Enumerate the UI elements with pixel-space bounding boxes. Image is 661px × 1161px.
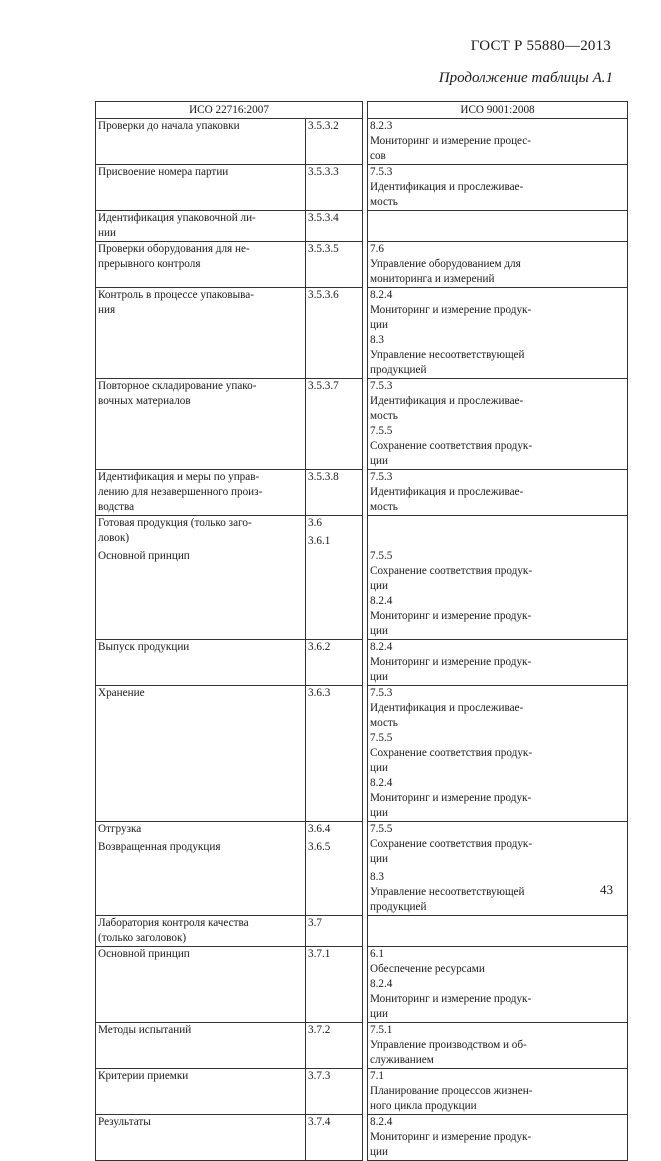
- iso22716-code-cell: [306, 1115, 363, 1161]
- iso9001-reference: [370, 1115, 625, 1160]
- iso22716-code-cell: [306, 916, 363, 947]
- iso9001-clause-text: [370, 992, 576, 1022]
- table-row: [96, 242, 628, 288]
- iso22716-cell: [96, 640, 306, 686]
- table-row: [96, 470, 628, 516]
- iso22716-clause-number: 3.6.2: [308, 641, 331, 653]
- iso9001-reference: [370, 776, 625, 821]
- iso9001-clause-text: [370, 394, 576, 424]
- iso22716-clause-text: Основной принцип: [98, 948, 190, 960]
- iso9001-clause-text-line: ции: [370, 580, 388, 592]
- iso9001-clause-text: [370, 746, 576, 776]
- header-iso9001: ИСО 9001:2008: [368, 102, 628, 119]
- iso9001-cell: [368, 1115, 628, 1161]
- iso22716-clause-number: 3.7.3: [308, 1070, 331, 1082]
- iso22716-clause-number: 3.5.3.4: [308, 212, 339, 224]
- iso9001-clause-text: [370, 564, 576, 594]
- iso9001-clause-number: 7.5.5: [370, 823, 393, 835]
- iso22716-clause-text: Проверки до начала упаковки: [98, 120, 240, 132]
- iso9001-clause-text: [370, 837, 576, 867]
- header-iso22716: ИСО 22716:2007: [96, 102, 363, 119]
- iso9001-reference: [370, 1023, 625, 1068]
- iso9001-reference: [370, 165, 625, 210]
- iso22716-clause-text: лению для незавершенного произ-: [98, 486, 263, 498]
- table-row: [96, 211, 628, 242]
- iso9001-clause-number: 8.3: [370, 334, 384, 346]
- iso9001-reference: [370, 731, 625, 776]
- iso9001-clause-number: 8.2.4: [370, 595, 393, 607]
- iso9001-reference: [370, 379, 625, 424]
- iso9001-clause-number: 8.2.4: [370, 641, 393, 653]
- iso22716-code-cell: [306, 288, 363, 379]
- iso9001-clause-text-line: Мониторинг и измерение продук-: [370, 792, 532, 804]
- iso9001-clause-text: [370, 791, 576, 821]
- iso9001-clause-number: 7.5.3: [370, 380, 393, 392]
- iso9001-reference: [370, 242, 625, 287]
- iso22716-clause-text: ния: [98, 304, 116, 316]
- iso22716-cell: [96, 288, 306, 379]
- row-spacer: [370, 516, 625, 531]
- iso9001-clause-text-line: Сохранение соответствия продук-: [370, 565, 533, 577]
- iso9001-reference: [370, 947, 625, 977]
- iso9001-clause-text-line: мониторинга и измерений: [370, 273, 495, 285]
- iso9001-cell: [368, 1069, 628, 1115]
- iso9001-reference: [370, 686, 625, 731]
- iso22716-code-cell: [306, 640, 363, 686]
- iso9001-clause-text: [370, 701, 576, 731]
- table-row: [96, 916, 628, 947]
- iso22716-clause-text: Готовая продукция (только заго-: [98, 517, 252, 529]
- table-row: [96, 165, 628, 211]
- iso22716-cell: [96, 686, 306, 822]
- iso9001-clause-text-line: служиванием: [370, 1054, 434, 1066]
- iso9001-clause-text-line: Сохранение соответствия продук-: [370, 440, 533, 452]
- iso22716-code-cell: [306, 516, 363, 640]
- table-row: [96, 822, 628, 916]
- iso22716-code-cell: [306, 165, 363, 211]
- correspondence-table: [95, 101, 628, 1161]
- iso9001-cell: [368, 822, 628, 916]
- iso22716-cell: [96, 1115, 306, 1161]
- iso9001-clause-number: 7.1: [370, 1070, 384, 1082]
- iso9001-clause-text-line: ного цикла продукции: [370, 1100, 477, 1112]
- iso9001-reference: [370, 470, 625, 515]
- iso22716-code-cell: [306, 822, 363, 916]
- iso9001-clause-number: 8.2.3: [370, 120, 393, 132]
- iso9001-cell: [368, 640, 628, 686]
- iso22716-clause-number: 3.6.5: [308, 841, 331, 853]
- iso22716-clause-number: 3.5.3.6: [308, 289, 339, 301]
- iso22716-clause-number: 3.6.1: [308, 535, 331, 547]
- iso9001-clause-text-line: ции: [370, 319, 388, 331]
- iso9001-clause-text-line: Идентификация и прослеживае-: [370, 181, 524, 193]
- iso9001-clause-number: 7.5.5: [370, 550, 393, 562]
- iso22716-clause-number: 3.7.2: [308, 1024, 331, 1036]
- table-row: [96, 1115, 628, 1161]
- iso9001-cell: [368, 516, 628, 640]
- iso9001-clause-number: 7.5.5: [370, 732, 393, 744]
- iso9001-clause-text-line: Сохранение соответствия продук-: [370, 838, 533, 850]
- iso22716-cell: [96, 1069, 306, 1115]
- iso22716-code-cell: [306, 686, 363, 822]
- table-row: [96, 1069, 628, 1115]
- iso22716-clause-number: 3.7.1: [308, 948, 331, 960]
- iso9001-clause-text: [370, 257, 576, 287]
- row-spacer: [370, 531, 625, 546]
- iso9001-clause-text-line: ции: [370, 625, 388, 637]
- iso9001-clause-text: [370, 655, 576, 685]
- iso22716-clause-number: 3.5.3.3: [308, 166, 339, 178]
- iso22716-clause-text: ловок): [98, 532, 130, 544]
- table-row: [96, 119, 628, 165]
- iso9001-reference: [370, 1069, 625, 1114]
- iso9001-clause-text-line: Идентификация и прослеживае-: [370, 486, 524, 498]
- iso9001-reference: [370, 822, 625, 867]
- iso22716-cell: [96, 470, 306, 516]
- iso9001-cell: [368, 470, 628, 516]
- iso9001-clause-number: 7.5.1: [370, 1024, 393, 1036]
- iso9001-clause-number: 7.6: [370, 243, 384, 255]
- iso9001-clause-number: 8.2.4: [370, 978, 393, 990]
- iso9001-cell: [368, 288, 628, 379]
- iso22716-clause-text: вочных материалов: [98, 395, 191, 407]
- iso9001-clause-text-line: ции: [370, 762, 388, 774]
- iso9001-reference: [370, 424, 625, 469]
- iso22716-clause-text: Выпуск продукции: [98, 641, 190, 653]
- iso22716-clause-text: Критерии приемки: [98, 1070, 189, 1082]
- iso9001-clause-text: [370, 439, 576, 469]
- iso22716-clause-text: Отгрузка: [98, 823, 142, 835]
- iso9001-clause-text-line: ции: [370, 807, 388, 819]
- iso22716-clause-number: 3.6.3: [308, 687, 331, 699]
- iso9001-clause-text: [370, 962, 576, 977]
- iso22716-clause-number: 3.7: [308, 917, 322, 929]
- iso22716-code-cell: [306, 470, 363, 516]
- iso22716-cell: [96, 211, 306, 242]
- iso22716-cell: [96, 916, 306, 947]
- iso9001-cell: [368, 242, 628, 288]
- table-body: [96, 119, 628, 1161]
- iso9001-clause-text: [370, 1084, 576, 1114]
- iso22716-clause-text: Возвращенная продукция: [98, 841, 221, 853]
- iso9001-clause-text-line: мость: [370, 410, 398, 422]
- iso22716-clause-text: Присвоение номера партии: [98, 166, 229, 178]
- iso9001-clause-number: 6.1: [370, 948, 384, 960]
- table-row: [96, 379, 628, 470]
- iso22716-cell: [96, 947, 306, 1023]
- iso22716-cell: [96, 242, 306, 288]
- iso9001-cell: [368, 947, 628, 1023]
- iso9001-cell: [368, 379, 628, 470]
- iso22716-clause-number: 3.5.3.7: [308, 380, 339, 392]
- document-code: ГОСТ Р 55880—2013: [470, 38, 611, 54]
- iso9001-reference: [370, 870, 625, 915]
- iso9001-clause-text-line: Обеспечение ресурсами: [370, 963, 485, 975]
- iso9001-clause-number: 7.5.3: [370, 166, 393, 178]
- iso22716-clause-number: 3.5.3.2: [308, 120, 339, 132]
- iso22716-clause-text: Методы испытаний: [98, 1024, 192, 1036]
- iso22716-cell: [96, 379, 306, 470]
- iso9001-clause-text: [370, 609, 576, 639]
- iso22716-cell: [96, 165, 306, 211]
- iso9001-clause-number: 8.2.4: [370, 777, 393, 789]
- iso22716-clause-text: Результаты: [98, 1116, 151, 1128]
- iso22716-code-cell: [306, 119, 363, 165]
- iso9001-clause-text-line: мость: [370, 717, 398, 729]
- iso9001-clause-text-line: ции: [370, 455, 388, 467]
- iso22716-code-cell: [306, 211, 363, 242]
- iso9001-reference: [370, 549, 625, 594]
- iso9001-clause-text-line: Идентификация и прослеживае-: [370, 395, 524, 407]
- iso9001-clause-number: 7.5.3: [370, 687, 393, 699]
- iso22716-clause-number: 3.6: [308, 517, 322, 529]
- iso22716-clause-text: Повторное складирование упако-: [98, 380, 257, 392]
- iso22716-clause-text: Основной принцип: [98, 550, 190, 562]
- iso22716-cell: [96, 516, 306, 640]
- iso9001-clause-text-line: Управление производством и об-: [370, 1039, 527, 1051]
- iso9001-clause-text: [370, 303, 576, 333]
- iso22716-clause-text: Идентификация упаковочной ли-: [98, 212, 256, 224]
- iso22716-clause-number: 3.6.4: [308, 823, 331, 835]
- table-row: [96, 1023, 628, 1069]
- iso9001-cell: [368, 211, 628, 242]
- iso9001-clause-text-line: ции: [370, 853, 388, 865]
- iso9001-cell: [368, 916, 628, 947]
- iso9001-cell: [368, 119, 628, 165]
- iso9001-clause-number: 7.5.3: [370, 471, 393, 483]
- iso22716-clause-text: Хранение: [98, 687, 145, 699]
- iso9001-clause-text-line: ции: [370, 1008, 388, 1020]
- iso22716-clause-text: Идентификация и меры по управ-: [98, 471, 260, 483]
- table-caption: Продолжение таблицы А.1: [438, 70, 613, 86]
- iso9001-clause-text-line: Мониторинг и измерение продук-: [370, 1131, 532, 1143]
- iso22716-code-cell: [306, 1023, 363, 1069]
- table-row: [96, 640, 628, 686]
- iso22716-code-cell: [306, 1069, 363, 1115]
- table-row: [96, 947, 628, 1023]
- iso9001-clause-text-line: Управление несоответствующей: [370, 349, 525, 361]
- table-row: [96, 516, 628, 640]
- iso9001-clause-number: 8.3: [370, 871, 384, 883]
- iso22716-code-cell: [306, 947, 363, 1023]
- iso9001-clause-text-line: Управление несоответствующей: [370, 886, 525, 898]
- iso9001-clause-text: [370, 1130, 576, 1160]
- iso9001-clause-text-line: Идентификация и прослеживае-: [370, 702, 524, 714]
- iso9001-clause-text-line: мость: [370, 196, 398, 208]
- iso9001-clause-text-line: Планирование процессов жизнен-: [370, 1085, 533, 1097]
- iso9001-clause-text: [370, 180, 576, 210]
- iso9001-clause-text-line: ции: [370, 1146, 388, 1158]
- iso9001-reference: [370, 119, 625, 164]
- iso9001-clause-text: [370, 885, 576, 915]
- iso9001-reference: [370, 977, 625, 1022]
- iso9001-clause-text: [370, 1038, 576, 1068]
- iso22716-cell: [96, 119, 306, 165]
- iso9001-clause-number: 7.5.5: [370, 425, 393, 437]
- iso9001-reference: [370, 594, 625, 639]
- iso22716-clause-text: Лаборатория контроля качества: [98, 917, 249, 929]
- iso22716-clause-number: 3.7.4: [308, 1116, 331, 1128]
- iso9001-clause-text-line: Сохранение соответствия продук-: [370, 747, 533, 759]
- iso22716-clause-text: водства: [98, 501, 135, 513]
- iso9001-cell: [368, 1023, 628, 1069]
- iso9001-reference: [370, 333, 625, 378]
- iso9001-cell: [368, 686, 628, 822]
- iso9001-clause-text-line: мость: [370, 501, 398, 513]
- iso9001-clause-text-line: Управление оборудованием для: [370, 258, 521, 270]
- iso9001-reference: [370, 640, 625, 685]
- iso22716-code-cell: [306, 242, 363, 288]
- iso22716-clause-text: (только заголовок): [98, 932, 187, 944]
- iso9001-clause-text-line: сов: [370, 150, 386, 162]
- iso9001-clause-text: [370, 348, 576, 378]
- iso22716-clause-text: Проверки оборудования для не-: [98, 243, 250, 255]
- iso9001-clause-number: 8.2.4: [370, 289, 393, 301]
- iso22716-clause-text: нии: [98, 227, 116, 239]
- iso9001-clause-text-line: Мониторинг и измерение процес-: [370, 135, 531, 147]
- page-number: 43: [600, 882, 613, 897]
- iso9001-cell: [368, 165, 628, 211]
- table-row: [96, 686, 628, 822]
- iso9001-clause-text-line: ции: [370, 671, 388, 683]
- table-header-row: [96, 102, 628, 119]
- iso22716-clause-number: 3.5.3.8: [308, 471, 339, 483]
- iso22716-clause-number: 3.5.3.5: [308, 243, 339, 255]
- iso22716-code-cell: [306, 379, 363, 470]
- iso22716-cell: [96, 1023, 306, 1069]
- iso9001-reference: [370, 288, 625, 333]
- iso9001-clause-text-line: Мониторинг и измерение продук-: [370, 656, 532, 668]
- iso22716-clause-text: прерывного контроля: [98, 258, 201, 270]
- iso9001-clause-text-line: Мониторинг и измерение продук-: [370, 304, 532, 316]
- iso22716-clause-text: Контроль в процессе упаковыва-: [98, 289, 254, 301]
- iso9001-clause-text-line: продукцией: [370, 901, 427, 913]
- iso22716-cell: [96, 822, 306, 916]
- iso9001-clause-number: 8.2.4: [370, 1116, 393, 1128]
- iso9001-clause-text-line: Мониторинг и измерение продук-: [370, 993, 532, 1005]
- iso9001-clause-text: [370, 134, 576, 164]
- table-row: [96, 288, 628, 379]
- iso9001-clause-text: [370, 485, 576, 515]
- iso9001-clause-text-line: Мониторинг и измерение продук-: [370, 610, 532, 622]
- iso9001-clause-text-line: продукцией: [370, 364, 427, 376]
